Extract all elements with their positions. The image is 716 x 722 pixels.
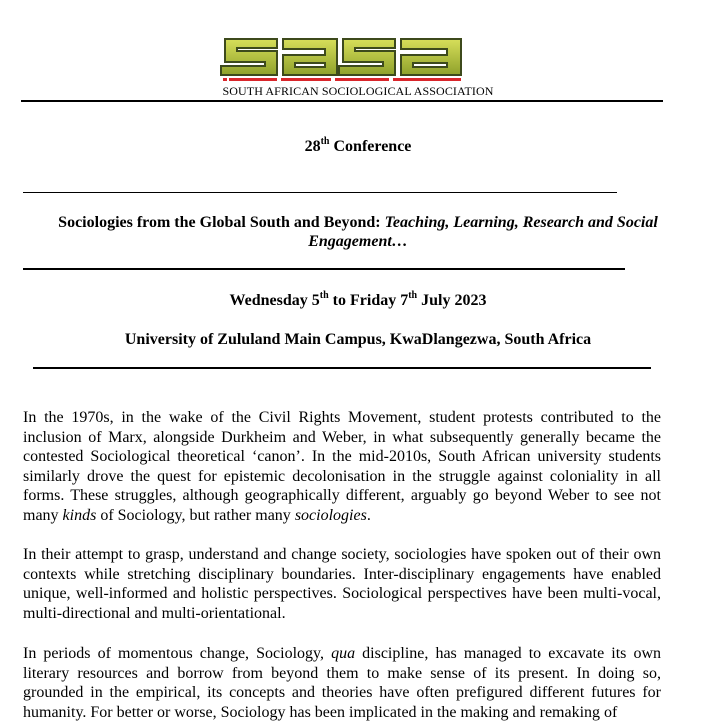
conference-venue: University of Zululand Main Campus, KwaDlangezwa, South Africa xyxy=(124,331,592,348)
sasa-logo xyxy=(219,33,467,85)
body-paragraph: In the 1970s, in the wake of the Civil Rights Movement, student protests contributed to the inclusion of Marx, alongside Durkheim and Weber, in what subsequently generally became the contested Sociological theoretical ‘canon’. In the mid-2010s, South African university students similarly drove the quest for epistemic decolonisation in the struggle against coloniality in all forms. These struggles, although geographically different, arguably go beyond Weber to see not many kinds of Sociology, but rather many sociologies. xyxy=(23,409,661,524)
divider xyxy=(23,192,617,193)
body-paragraph: In periods of momentous change, Sociology, qua discipline, has managed to excavate its own literary resources and borrow from beyond them to make sense of its present. In doing so, grounded in the empirical, its concepts and theories have often prefigured different futures for humanity. For better or worse, Sociology has been implicated in the making and remaking of xyxy=(23,645,662,721)
association-name: SOUTH AFRICAN SOCIOLOGICAL ASSOCIATION xyxy=(222,84,494,98)
divider xyxy=(33,367,651,369)
body-paragraph: In their attempt to grasp, understand and change society, sociologies have spoken out of their own contexts while stretching disciplinary boundaries. Inter-disciplinary engagements have enabled unique, well-informed and holistic perspectives. Sociological perspectives have been multi-vocal, multi-directional and multi-orientational. xyxy=(23,546,661,622)
header-rule xyxy=(21,100,663,102)
conference-title: 28th Conference xyxy=(304,135,412,155)
conference-dates: Wednesday 5th to Friday 7th July 2023 xyxy=(229,289,487,309)
conference-theme: Sociologies from the Global South and Beyond: Teaching, Learning, Research and Social Engagement… xyxy=(58,214,658,250)
divider xyxy=(23,268,625,270)
